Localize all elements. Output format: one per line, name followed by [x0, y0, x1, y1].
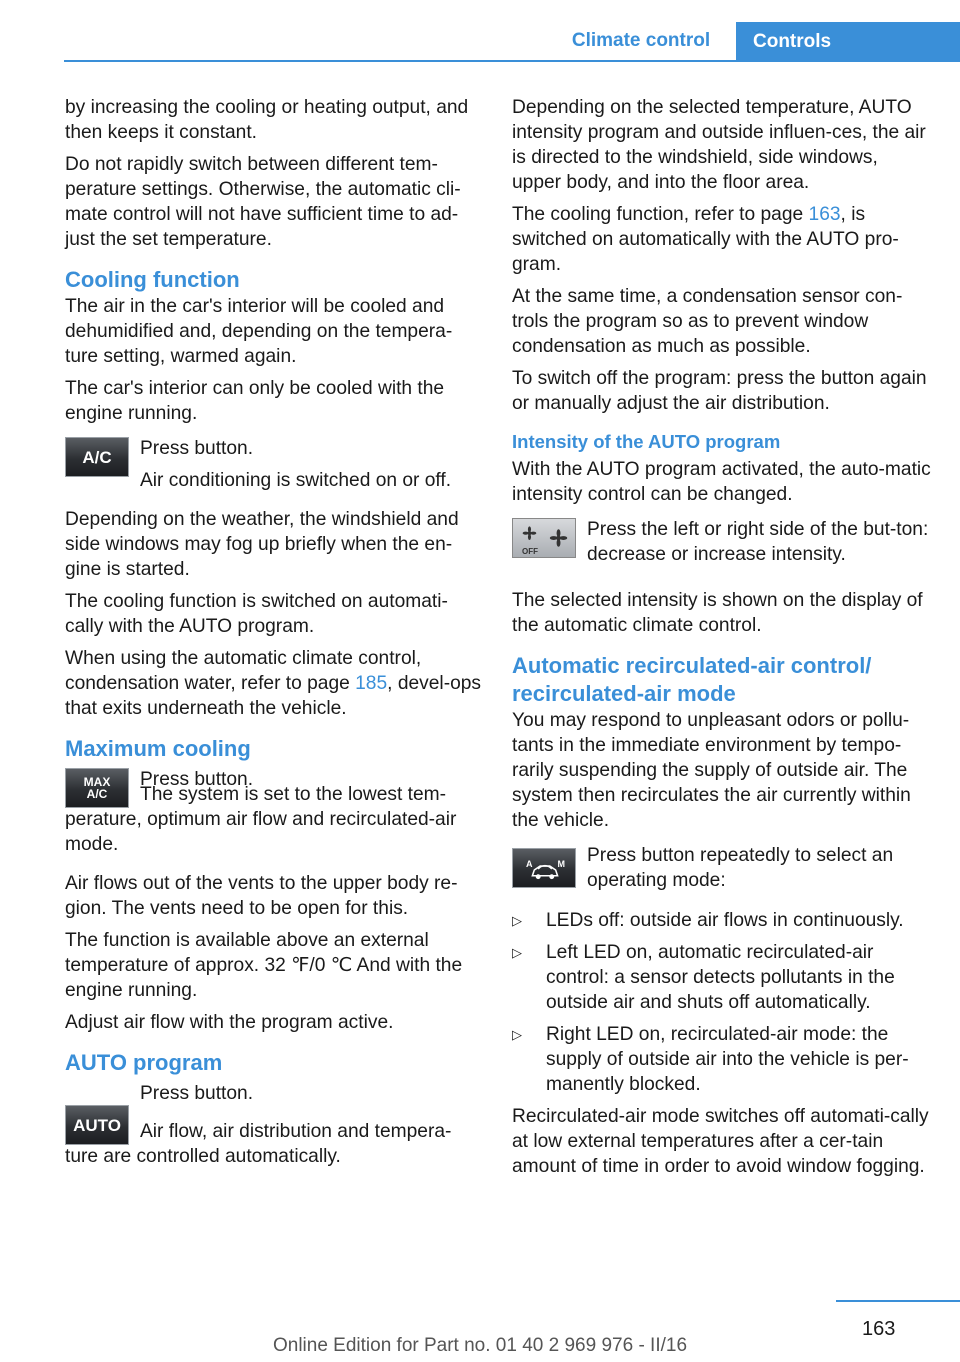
- paragraph: Depending on the selected temperature, AUTO intensity program and outside influen-ces, the air is directed to the windshield, side windows, upper body, and into the floor area.: [512, 97, 926, 193]
- paragraph: [65, 646, 483, 721]
- paragraph: At the same time, a condensation sensor con-trols the program so as to prevent window condensation as much as possible.: [512, 286, 903, 357]
- auto-button-label: AUTO: [73, 1115, 121, 1135]
- paragraph: Air flows out of the vents to the upper body re-gion. The vents need to be open for this.: [65, 873, 458, 919]
- page-header: [0, 0, 960, 62]
- led-m-label: M: [557, 859, 565, 869]
- paragraph: Adjust air flow with the program active.: [65, 1012, 394, 1033]
- text: When using the automatic climate control, condensation water, refer to page: [65, 648, 422, 694]
- paragraph: Recirculated-air mode switches off automati-cally at low external temperatures after a cer-tain amount of time in order to avoid window fogging.: [512, 1106, 929, 1177]
- paragraph: The car's interior can only be cooled with the engine running.: [65, 378, 445, 424]
- ac-button-instruction: [65, 436, 483, 500]
- instruction: Press button.: [140, 769, 254, 790]
- paragraph: by increasing the cooling or heating output, and then keeps it constant.: [65, 97, 469, 143]
- page-163-link[interactable]: 163: [808, 204, 841, 225]
- list-item: ▷ Left LED on, automatic recirculated-air control: a sensor detects pollutants in the outside air and shuts off automatically.: [512, 940, 932, 1015]
- off-label: OFF: [522, 547, 538, 556]
- text: , devel-ops that exits underneath the vehicle.: [65, 673, 482, 719]
- auto-button-image: [65, 1105, 129, 1145]
- max-ac-button-image: [65, 768, 129, 808]
- max-label: MAX: [83, 775, 111, 789]
- paragraph: You may respond to unpleasant odors or pollu-tants in the immediate environment by tempo-rarily suspending the supply of outside air. The system then recirculates the air currently within the vehicle.: [512, 710, 911, 831]
- list-item: ▷ LEDs off: outside air flows in continuously.: [512, 908, 932, 933]
- instruction-result: Air flow, air distribution and tempera-ture are controlled automatically.: [65, 1121, 452, 1167]
- intensity-button-instruction: [512, 517, 932, 574]
- led-a-label: A: [526, 859, 533, 869]
- list-item: ▷ Right LED on, recirculated-air mode: the supply of outside air into the vehicle is per-manently blocked.: [512, 1022, 932, 1097]
- cooling-function-heading: Cooling function: [65, 267, 240, 292]
- instruction: Press button.: [140, 438, 254, 459]
- page-footer: [0, 1300, 960, 1362]
- recirculated-air-heading: Automatic recirculated-air control/ recirculated-air mode: [512, 653, 872, 706]
- car-recirculation-icon: [513, 848, 575, 888]
- chapter-tab: Controls: [736, 22, 960, 60]
- paragraph: The function is available above an external temperature of approx. 32 ℉/0 ℃ And with the engine running.: [65, 930, 463, 1001]
- footer-rule: [836, 1300, 960, 1302]
- recirc-button-instruction: [512, 843, 932, 900]
- paragraph: To switch off the program: press the button again or manually adjust the air distribution.: [512, 368, 927, 414]
- ac-label: A/C: [86, 787, 108, 801]
- paragraph: The air in the car's interior will be cooled and dehumidified and, depending on the tempera-ture setting, warmed again.: [65, 296, 453, 367]
- ac-button-image: [65, 437, 129, 477]
- instruction-result: The system is set to the lowest tem-perature, optimum air flow and recirculated-air mode.: [65, 784, 457, 855]
- header-rule: [64, 60, 960, 62]
- text: The cooling function, refer to page: [512, 204, 809, 225]
- edition-note: Online Edition for Part no. 01 40 2 969 976 - II/16: [272, 1335, 688, 1356]
- section-title: Climate control: [571, 30, 711, 51]
- instruction: Press button repeatedly to select an operating mode:: [587, 845, 894, 891]
- recirc-button-image: [512, 848, 576, 888]
- paragraph: With the AUTO program activated, the auto-matic intensity control can be changed.: [512, 459, 931, 505]
- auto-program-heading: AUTO program: [65, 1050, 223, 1075]
- paragraph: Depending on the weather, the windshield and side windows may fog up briefly when the en-gine is started.: [65, 509, 459, 580]
- paragraph: [512, 202, 932, 277]
- page-185-link[interactable]: 185: [355, 673, 388, 694]
- intensity-button-image: [512, 518, 576, 558]
- ac-button-label: A/C: [82, 447, 112, 467]
- instruction-result: Air conditioning is switched on or off.: [140, 470, 452, 491]
- right-column: [512, 95, 932, 1186]
- maximum-cooling-heading: Maximum cooling: [65, 736, 251, 761]
- page-number: 163: [862, 1318, 896, 1340]
- instruction: Press button.: [140, 1083, 254, 1104]
- instruction: Press the left or right side of the but-ton: decrease or increase intensity.: [587, 519, 929, 565]
- left-column: [65, 95, 483, 1176]
- paragraph: The selected intensity is shown on the display of the automatic climate control.: [512, 590, 923, 636]
- operating-mode-list: [512, 908, 932, 1097]
- paragraph: Do not rapidly switch between different tem-perature settings. Otherwise, the automatic cli-mate control will not have sufficient time to ad-just the set temperature.: [65, 154, 461, 250]
- text: , is switched on automatically with the AUTO pro-gram.: [512, 204, 899, 275]
- paragraph: The cooling function is switched on automati-cally with the AUTO program.: [65, 591, 448, 637]
- intensity-heading: Intensity of the AUTO program: [512, 431, 781, 452]
